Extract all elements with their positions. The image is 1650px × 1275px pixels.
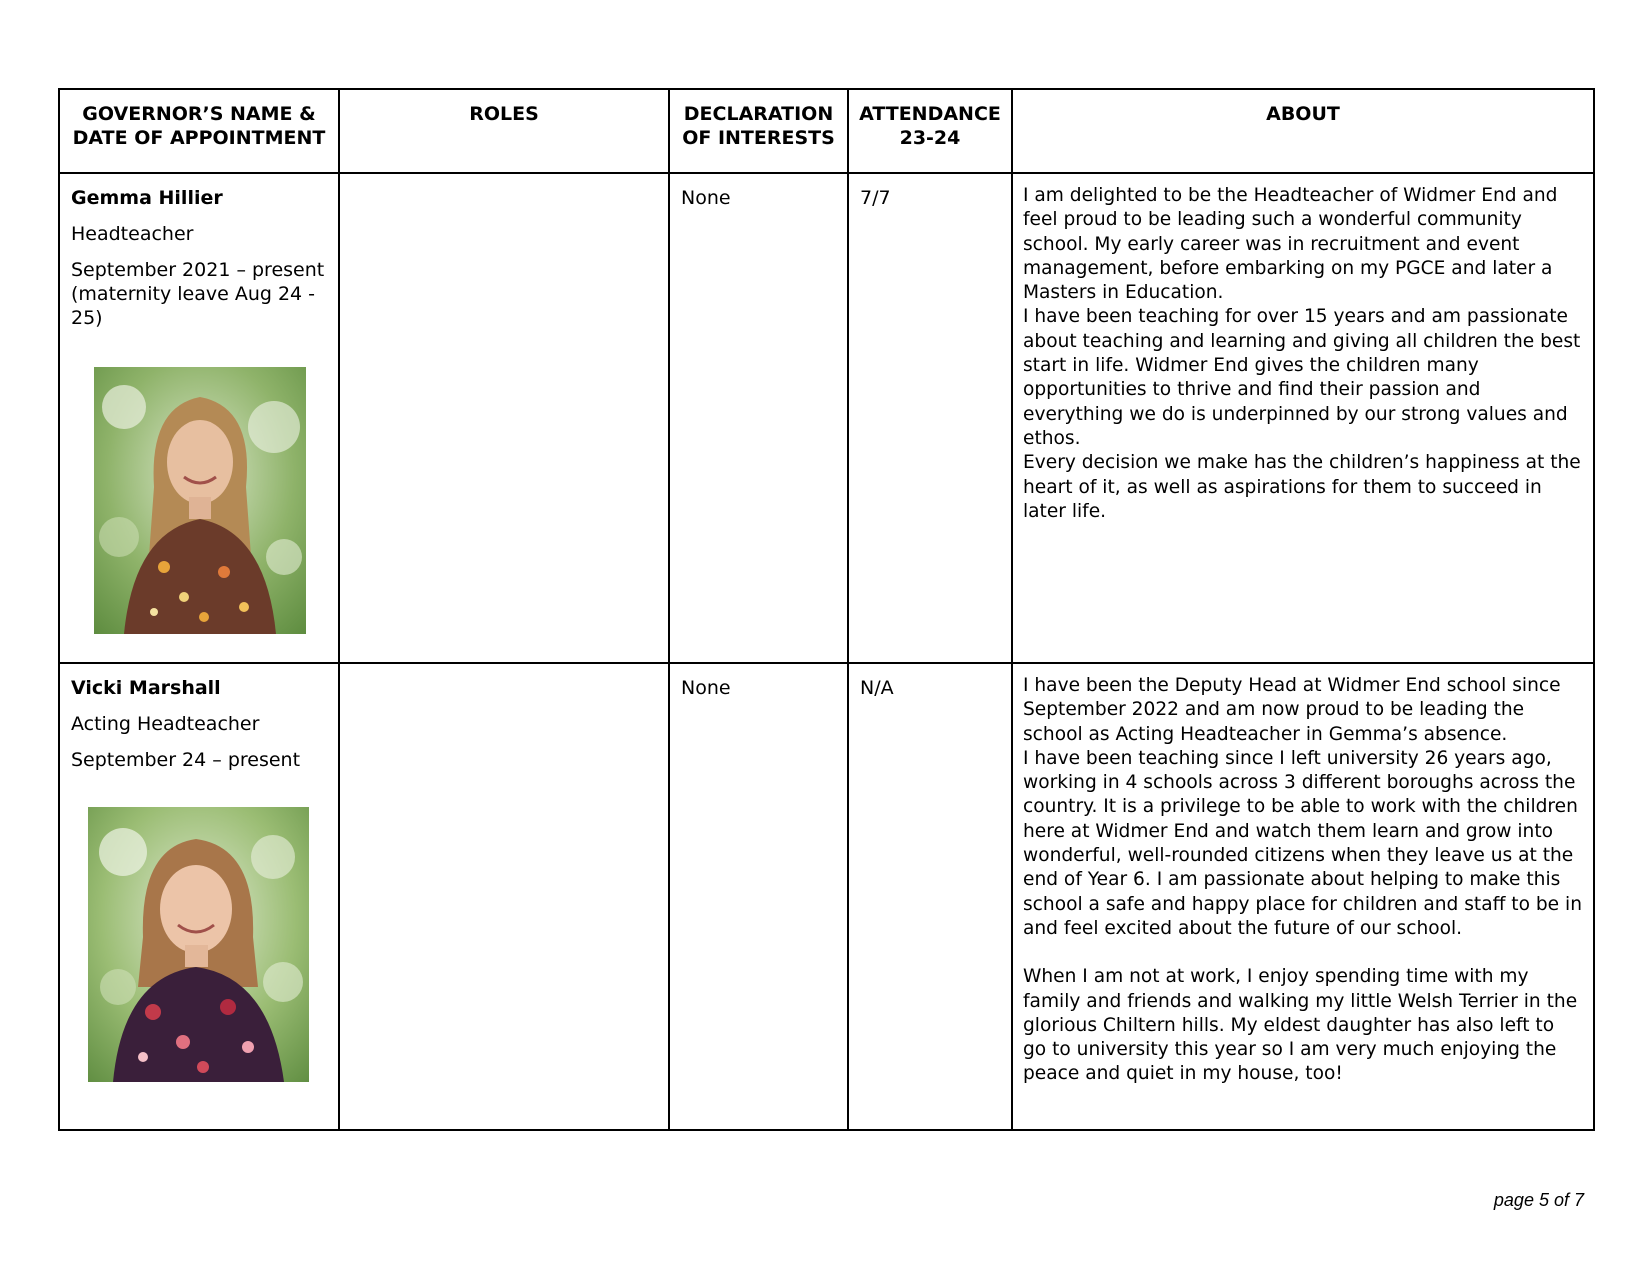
governor-photo-portrait: [94, 367, 306, 634]
about-cell: [1012, 663, 1594, 1130]
header-roles-label: ROLES: [469, 103, 539, 125]
header-declaration-line2: OF INTERESTS: [682, 127, 835, 149]
governor-attendance: 7/7: [860, 187, 891, 209]
table-header-row: [59, 89, 1594, 173]
header-name-line2: DATE OF APPOINTMENT: [72, 127, 326, 149]
portrait-photo-graphic: [94, 367, 306, 634]
attendance-cell: [848, 663, 1012, 1130]
governor-photo-portrait: [88, 807, 309, 1082]
governor-name: Vicki Marshall: [71, 677, 221, 699]
roles-cell: [339, 173, 669, 663]
governor-appointment-dates: September 2021 – present (maternity leave Aug 24 - 25): [71, 259, 325, 329]
governor-about: [1013, 664, 1593, 1087]
portrait-photo-graphic: [88, 807, 309, 1082]
declaration-cell: [669, 173, 848, 663]
governor-role: Acting Headteacher: [71, 713, 260, 735]
declaration-cell: [669, 663, 848, 1130]
header-declaration-line1: DECLARATION: [683, 103, 834, 125]
page-number: page 5 of 7: [1493, 1190, 1584, 1210]
about-cell: [1012, 173, 1594, 663]
about-paragraph: I have been teaching since I left university 26 years ago, working in 4 schools across 3 different boroughs across the country. It is a privilege to be able to work with the children here at Widmer End and watch them learn and grow into wonderful, well-rounded citizens when they leave us at the end of Year 6. I am passionate about helping to make this school a safe and happy place for children and staff to be in and feel excited about the future of our school.: [1023, 747, 1582, 939]
about-paragraph: I am delighted to be the Headteacher of Widmer End and feel proud to be leading such a wonderful community school. My early career was in recruitment and event management, before embarking on my PGCE and later a Masters in Education.: [1023, 185, 1558, 304]
governor-about: [1013, 174, 1593, 524]
header-declaration: [669, 89, 848, 173]
governor-appointment-dates: September 24 – present: [71, 749, 301, 771]
governor-declaration: None: [681, 187, 731, 209]
header-attendance-line1: ATTENDANCE: [859, 103, 1001, 125]
about-paragraph: I have been teaching for over 15 years and am passionate about teaching and learning and giving all children the best start in life. Widmer End gives the children many opportunities to thrive and find their passion and everything we do is underpinned by our strong values and ethos.: [1023, 306, 1581, 449]
roles-cell: [339, 663, 669, 1130]
header-attendance: [848, 89, 1012, 173]
header-name-line1: GOVERNOR’S NAME &: [82, 103, 316, 125]
header-roles: [339, 89, 669, 173]
header-about: [1012, 89, 1594, 173]
governor-attendance: N/A: [860, 677, 894, 699]
governor-role: Headteacher: [71, 223, 194, 245]
governor-name: Gemma Hillier: [71, 187, 223, 209]
about-paragraph: Every decision we make has the children’s happiness at the heart of it, as well as aspirations for them to succeed in later life.: [1023, 452, 1581, 522]
about-paragraph: When I am not at work, I enjoy spending time with my family and friends and walking my little Welsh Terrier in the glorious Chiltern hills. My eldest daughter has also left to go to university this year so I am very much enjoying the peace and quiet in my house, too!: [1023, 966, 1578, 1085]
header-name: [59, 89, 339, 173]
about-paragraph: I have been the Deputy Head at Widmer End school since September 2022 and am now proud to be leading the school as Acting Headteacher in Gemma’s absence.: [1023, 675, 1561, 745]
header-attendance-line2: 23-24: [899, 127, 961, 149]
governor-roles: [340, 664, 668, 676]
attendance-cell: [848, 173, 1012, 663]
governor-declaration: None: [681, 677, 731, 699]
governor-roles: [340, 174, 668, 186]
header-about-label: ABOUT: [1266, 103, 1340, 125]
